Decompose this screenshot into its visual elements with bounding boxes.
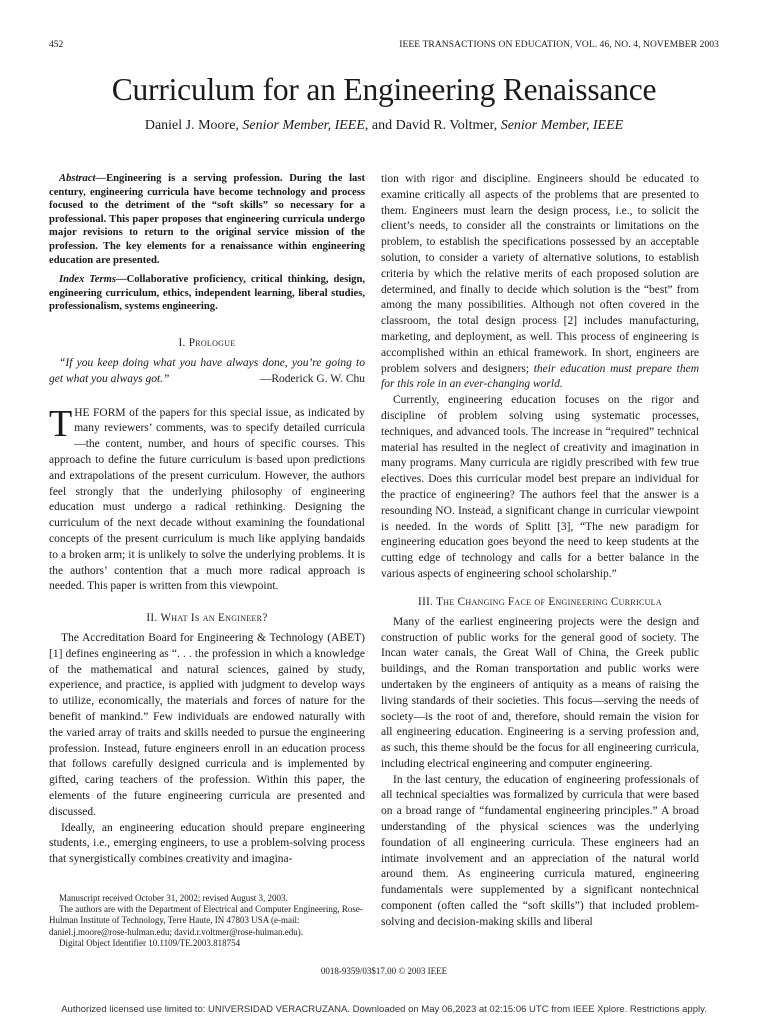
- abstract-text: —Engineering is a serving profession. During the last century, engineering curricula have become technology and process focused to the detriment of the “soft skills” so necessary for a professional. This paper proposes that engineering curricula undergo major revisions to return to the original service mission of the profession. The key elements for a renaissance within engineering education are presented.: [49, 173, 365, 266]
- footnote: [49, 893, 365, 949]
- footnote-affiliation: The authors are with the Department of Electrical and Computer Engineering, Rose-Hulman Institute of Technology, Terre Haute, IN 47803 USA (e-mail: daniel.j.moore@rose-hulman.edu; david.r.voltmer@rose-hulman.edu).: [49, 904, 363, 937]
- page-number: 452: [49, 40, 64, 50]
- quote-attribution: —Roderick G. W. Chu: [259, 372, 365, 385]
- abstract-label: Abstract: [59, 173, 96, 184]
- index-terms-text: —Collaborative proficiency, critical thinking, design, engineering curriculum, ethics, independent learning, liberal studies, professionalism, systems engineering.: [49, 274, 365, 313]
- paragraph-italic: their education must prepare them for this role in an ever-changing world.: [381, 362, 699, 391]
- author-2-role: Senior Member, IEEE: [500, 118, 624, 133]
- abstract: [49, 172, 365, 267]
- section-heading-prologue: I. Prologue: [178, 336, 236, 349]
- index-terms-label: Index Terms: [59, 274, 116, 286]
- section-heading-what-is-engineer: II. What Is an Engineer?: [146, 612, 268, 625]
- smallcaps-lead: HE FORM: [74, 406, 126, 419]
- license-notice: Authorized licensed use limited to: UNIVERSIDAD VERACRUZANA. Downloaded on May 06,2023 at 02:15:06 UTC from IEEE Xplore. Restrictions apply.: [61, 1004, 707, 1015]
- author-line: [0, 118, 768, 134]
- author-2-name: , and David R. Voltmer,: [364, 118, 501, 133]
- paragraph-text: of the papers for this special issue, as indicated by many reviewers’ comments, was to specify detailed curricula—the content, number, and hours of specific courses. This approach to define the future curriculum is based upon predictions and extrapolations of the present curriculum. However, the authors feel strongly that the underlying philosophy of engineering education must undergo a radical rethinking. Designing the curriculum of the next decade without examining the foundational concepts of the present curriculum is much like applying bandaids to a broken arm; it is unlikely to solve the underlying problems. It is the authors’ contention that a much more radical approach is needed. This paper is written from this viewpoint.: [49, 406, 365, 593]
- author-1-name: Daniel J. Moore,: [144, 118, 243, 133]
- paragraph: [49, 402, 365, 596]
- paragraph: [381, 172, 699, 393]
- left-column: [49, 172, 365, 868]
- index-terms: [49, 273, 365, 314]
- paragraph: In the last century, the education of engineering professionals of all technical specialties was formalized by curricula that were based on a broad range of “fundamental engineering principles.” A broad understanding of the physical sciences was the underlying foundation of all engineering curricula. These engineers had an intimate involvement and an appreciation of the natural world around them. As engineering curricula matured, engineering fundamentals were supplemented by a significant nontechnical component (often called the “soft skills”) that included problem-solving and decision-making skills and liberal: [381, 773, 699, 928]
- author-1-role: Senior Member, IEEE: [242, 118, 365, 133]
- epigraph-quote: [49, 356, 365, 388]
- quote-text: “If you keep doing what you have always done, you’re going to get what you always got.”: [49, 356, 365, 385]
- journal-header: IEEE TRANSACTIONS ON EDUCATION, VOL. 46, NO. 4, NOVEMBER 2003: [399, 40, 719, 50]
- drop-cap: T: [49, 402, 73, 445]
- footnote-received: Manuscript received October 31, 2002; revised August 3, 2003.: [59, 893, 288, 903]
- paragraph-text: tion with rigor and discipline. Engineers should be educated to examine critically all aspects of the problems that are presented to them. Engineers must learn the design process, i.e., to solicit the client’s needs, to consider all the constraints or limitations on the problem, to establish the specifications possessed by an acceptable solution, to consider a variety of alternative solutions, to establish criteria by which the relative merits of each proposed solution are determined, and finally to decide which solution is the “best” from among the many possibilities. Although not often covered in the classroom, the total design process [2] includes manufacturing, marketing, and deployment, as well. This process of engineering is accomplished within an ethical framework. In short, engineers are problem solvers and designers;: [381, 173, 699, 375]
- paragraph: Ideally, an engineering education should prepare engineering students, i.e., emerging engineers, to use a problem-solving process that synergistically combines creativity and imagina-: [49, 821, 365, 866]
- section-heading-changing-face: III. The Changing Face of Engineering Curricula: [418, 595, 662, 608]
- copyright-line: 0018-9359/03$17.00 © 2003 IEEE: [320, 966, 448, 976]
- right-column: [381, 172, 699, 931]
- footnote-doi: Digital Object Identifier 10.1109/TE.2003.818754: [59, 937, 241, 948]
- paragraph: Currently, engineering education focuses on the rigor and discipline of problem solving using systematic processes, techniques, and advanced tools. The increase in “required” technical material has resulted in the neglect of creativity and imagination in many programs. Many curricula are rigidly prescribed with few true electives. Does this curricular model best prepare an individual for the practice of engineering? The authors feel that the answer is a resounding NO. Instead, a significant change in curricular viewpoint is needed. In the words of Splitt [3], “The new paradigm for engineering education goes beyond the need to keep students at the cutting edge of technology and calls for a better balance in the various aspects of engineering school scholarship.”: [381, 394, 699, 580]
- paragraph: Many of the earliest engineering projects were the design and construction of public works for the general good of society. The Incan water canals, the Great Wall of China, the Greek public buildings, and the Roman transportation and public works were undertaken by the engineers of antiquity as a means of raising the living standards of their societies. This focus—serving the needs of society—is the root of and, therefore, should remain the vision for all engineering education. Engineering is a serving profession and, as such, this theme should be the focus for all engineering curricula, including electrical engineering and computer engineering.: [381, 615, 699, 770]
- paper-title: Curriculum for an Engineering Renaissance: [111, 72, 657, 107]
- paragraph: The Accreditation Board for Engineering & Technology (ABET) [1] defines engineering as “. . . the profession in which a knowledge of the mathematical and natural sciences, gained by study, experience, and practice, is applied with judgment to develop ways to utilize, economically, the materials and forces of nature for the benefit of mankind.” Few individuals are endowed naturally with the varied array of traits and skills needed to pursue the engineering profession. Instead, future engineers enroll in an education process that follows carefully designed curricula and is implemented by gifted, caring teachers of the profession. Within this paper, the elements of the future engineering curricula are presented and discussed.: [49, 632, 365, 818]
